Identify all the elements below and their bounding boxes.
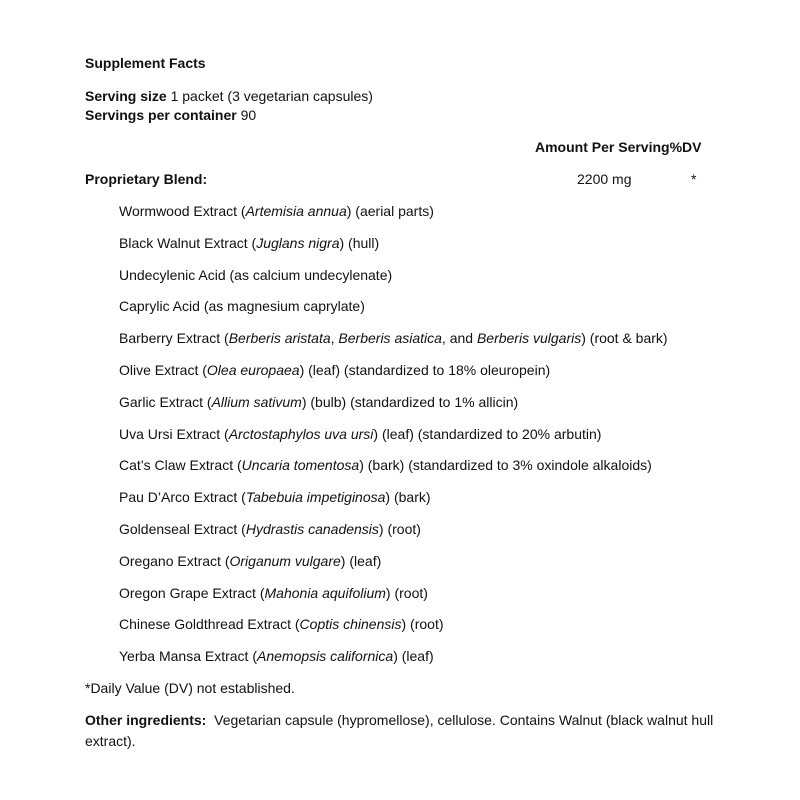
ingredient-row: Black Walnut Extract (Juglans nigra) (hull) — [119, 235, 380, 251]
ingredient-detail: (leaf) (standardized to 18% oleuropein) — [308, 362, 551, 378]
ingredient-name: Black Walnut Extract — [119, 235, 248, 251]
serving-size-line — [85, 87, 373, 105]
ingredient-row: Olive Extract (Olea europaea) (leaf) (standardized to 18% oleuropein) — [119, 362, 551, 378]
ingredient-latin-name: Berberis vulgaris — [476, 330, 582, 346]
column-header — [535, 138, 702, 156]
serving-size-value: 1 packet (3 vegetarian capsules) — [170, 88, 373, 104]
ingredient-detail: (root) — [394, 585, 428, 601]
blend-dv: * — [691, 171, 697, 187]
other-ingredients-label: Other ingredients: — [85, 712, 207, 728]
dv-header: %DV — [669, 139, 702, 155]
ingredient-detail: (as magnesium caprylate) — [203, 298, 365, 314]
ingredient-name: Olive Extract — [119, 362, 199, 378]
servings-per-container-label: Servings per container — [85, 107, 237, 123]
ingredient-name: Oregano Extract — [119, 553, 221, 569]
page-title: Supplement Facts — [85, 55, 206, 71]
ingredient-latin-name: Origanum vulgare — [229, 553, 341, 569]
ingredient-name: Chinese Goldthread Extract — [119, 616, 291, 632]
ingredient-latin-name: Allium sativum — [211, 394, 302, 410]
ingredient-latin-name: Berberis asiatica — [338, 330, 442, 346]
ingredient-row: Chinese Goldthread Extract (Coptis chinensis) (root) — [119, 616, 444, 632]
ingredient-latin-name: Tabebuia impetiginosa — [245, 489, 386, 505]
blend-amount: 2200 mg — [577, 171, 632, 187]
ingredient-detail: (hull) — [348, 235, 380, 251]
other-ingredients-value: Vegetarian capsule (hypromellose), cellulose. Contains Walnut (black walnut hull extract). — [85, 712, 714, 749]
ingredient-name: Cat’s Claw Extract — [119, 457, 234, 473]
ingredient-detail: (bulb) (standardized to 1% allicin) — [310, 394, 519, 410]
ingredient-latin-name: Mahonia aquifolium — [264, 585, 386, 601]
ingredient-row: Oregano Extract (Origanum vulgare) (leaf) — [119, 553, 382, 569]
amount-per-serving-header: Amount Per Serving — [535, 139, 670, 155]
ingredient-latin-name: Uncaria tomentosa — [241, 457, 360, 473]
ingredient-name: Undecylenic Acid — [119, 267, 226, 283]
ingredient-name: Goldenseal Extract — [119, 521, 238, 537]
ingredient-name: Wormwood Extract — [119, 203, 237, 219]
ingredient-latin-name: Arctostaphylos uva ursi — [228, 426, 374, 442]
servings-per-container-line — [85, 106, 256, 124]
ingredient-name: Uva Ursi Extract — [119, 426, 221, 442]
ingredient-row: Wormwood Extract (Artemisia annua) (aerial parts) — [119, 203, 434, 219]
footnote: *Daily Value (DV) not established. — [85, 680, 295, 696]
ingredient-row: Yerba Mansa Extract (Anemopsis californica) (leaf) — [119, 648, 434, 664]
ingredient-name: Barberry Extract — [119, 330, 221, 346]
ingredient-detail: (aerial parts) — [355, 203, 434, 219]
ingredient-row: Goldenseal Extract (Hydrastis canadensis) (root) — [119, 521, 421, 537]
ingredient-latin-name: Artemisia annua — [245, 203, 347, 219]
ingredient-detail: (leaf) — [401, 648, 434, 664]
ingredient-latin-name: Anemopsis californica — [257, 648, 394, 664]
ingredient-name: Garlic Extract — [119, 394, 204, 410]
ingredient-name: Pau D’Arco Extract — [119, 489, 238, 505]
ingredient-detail: (root) — [410, 616, 444, 632]
ingredient-latin-name: Hydrastis canadensis — [245, 521, 379, 537]
ingredient-detail: (leaf) — [349, 553, 382, 569]
ingredient-detail: (root) — [387, 521, 421, 537]
ingredient-detail: (root & bark) — [589, 330, 668, 346]
ingredient-detail: (as calcium undecylenate) — [229, 267, 393, 283]
servings-per-container-value: 90 — [240, 107, 257, 123]
ingredient-row: Barberry Extract (Berberis aristata, Berberis asiatica, and Berberis vulgaris) (root & bark) — [119, 330, 668, 346]
other-ingredients — [85, 710, 725, 752]
ingredient-detail: (leaf) (standardized to 20% arbutin) — [381, 426, 602, 442]
ingredient-row: Garlic Extract (Allium sativum) (bulb) (standardized to 1% allicin) — [119, 394, 519, 410]
ingredient-detail: (bark) (standardized to 3% oxindole alkaloids) — [367, 457, 652, 473]
ingredient-name: Caprylic Acid — [119, 298, 200, 314]
ingredient-row: Pau D’Arco Extract (Tabebuia impetiginosa) (bark) — [119, 489, 431, 505]
ingredient-row — [119, 297, 365, 315]
blend-label: Proprietary Blend: — [85, 171, 208, 187]
ingredient-row: Uva Ursi Extract (Arctostaphylos uva ursi) (leaf) (standardized to 20% arbutin) — [119, 426, 602, 442]
ingredient-latin-name: Olea europaea — [206, 362, 300, 378]
serving-size-label: Serving size — [85, 88, 167, 104]
ingredient-row: Cat’s Claw Extract (Uncaria tomentosa) (bark) (standardized to 3% oxindole alkaloids) — [119, 457, 652, 473]
ingredient-latin-name: Berberis aristata — [228, 330, 331, 346]
ingredient-latin-name: Juglans nigra — [256, 235, 340, 251]
ingredient-row: Oregon Grape Extract (Mahonia aquifolium) (root) — [119, 585, 428, 601]
ingredient-latin-name: Coptis chinensis — [299, 616, 402, 632]
ingredient-detail: (bark) — [393, 489, 431, 505]
ingredient-name: Oregon Grape Extract — [119, 585, 256, 601]
ingredient-row — [119, 266, 392, 284]
ingredient-name: Yerba Mansa Extract — [119, 648, 249, 664]
